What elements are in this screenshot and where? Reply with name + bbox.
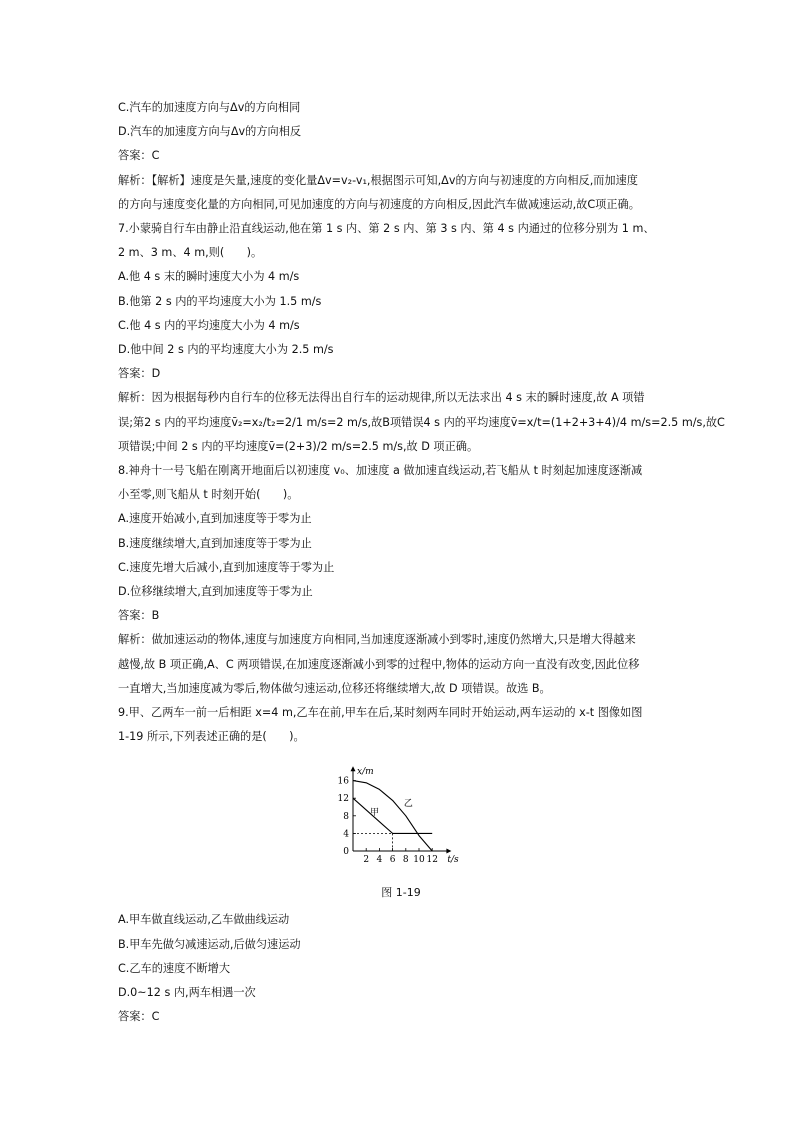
q9-option-b: B.甲车先做匀减速运动,后做匀速运动 bbox=[118, 937, 301, 951]
q6-analysis-line-1: 解析：【解析】速度是矢量,速度的变化量Δv=v₂-v₁,根据图示可知,Δv的方向与初速度的方向相反,而加速度 bbox=[118, 173, 638, 187]
q7-stem-line-1: 7.小蒙骑自行车由静止沿直线运动,他在第 1 s 内、第 2 s 内、第 3 s 内、第 4 s 内通过的位移分别为 1 m、 bbox=[118, 222, 655, 236]
series-label-yi: 乙 bbox=[403, 799, 413, 810]
q6-analysis-line-2: 的方向与速度变化量的方向相同,可见加速度的方向与初速度的方向相反,因此汽车做减速运动,故C项正确。 bbox=[118, 197, 640, 211]
q8-stem-line-1: 8.神舟十一号飞船在刚离开地面后以初速度 v₀、加速度 a 做加速直线运动,若飞船从 t 时刻起加速度逐渐减 bbox=[118, 464, 643, 478]
y-tick-label: 0 bbox=[343, 847, 349, 858]
q7-analysis-line-3: 项错误;中间 2 s 内的平均速度v̄=(2+3)/2 m/s=2.5 m/s,故 D 项正确。 bbox=[118, 439, 479, 453]
x-axis-label: t/s bbox=[447, 855, 459, 866]
q9-answer: 答案：C bbox=[118, 1010, 160, 1024]
q8-option-b: B.速度继续增大,直到加速度等于零为止 bbox=[118, 536, 312, 550]
series-line-jia bbox=[353, 799, 432, 834]
x-tick-label: 4 bbox=[376, 855, 383, 866]
x-tick-label: 6 bbox=[389, 855, 396, 866]
q9-option-a: A.甲车做直线运动,乙车做曲线运动 bbox=[118, 913, 290, 927]
q6-option-d: D.汽车的加速度方向与Δv的方向相反 bbox=[118, 125, 302, 139]
q8-option-d: D.位移继续增大,直到加速度等于零为止 bbox=[118, 585, 313, 599]
y-axis-label: x/m bbox=[357, 767, 374, 778]
q7-stem-line-2: 2 m、3 m、4 m,则( )。 bbox=[118, 246, 263, 260]
q8-option-c: C.速度先增大后减小,直到加速度等于零为止 bbox=[118, 560, 335, 574]
series-label-jia: 甲 bbox=[370, 808, 380, 819]
q7-answer: 答案：D bbox=[118, 367, 161, 381]
q7-option-a: A.他 4 s 末的瞬时速度大小为 4 m/s bbox=[118, 270, 300, 284]
q9-stem-line-2: 1-19 所示,下列表述正确的是( )。 bbox=[118, 730, 305, 744]
x-axis-arrow bbox=[446, 849, 451, 854]
x-tick-label: 2 bbox=[363, 855, 370, 866]
q9-stem-line-1: 9.甲、乙两车一前一后相距 x=4 m,乙车在前,甲车在后,某时刻两车同时开始运动,两车运动的 x-t 图像如图 bbox=[118, 706, 643, 720]
y-tick-label: 12 bbox=[337, 794, 349, 805]
q7-option-b: B.他第 2 s 内的平均速度大小为 1.5 m/s bbox=[118, 294, 322, 308]
y-tick-label: 16 bbox=[337, 777, 349, 788]
x-tick-label: 8 bbox=[402, 855, 409, 866]
q8-analysis-line-3: 一直增大,当加速度减为零后,物体做匀速运动,位移还将继续增大,故 D 项错误。故选 B。 bbox=[118, 681, 551, 695]
q8-analysis-line-1: 解析：做加速运动的物体,速度与加速度方向相同,当加速度逐渐减小到零时,速度仍然增大,只是增大得越来 bbox=[118, 633, 636, 647]
q9-option-c: C.乙车的速度不断增大 bbox=[118, 961, 231, 975]
figure-1-19 bbox=[118, 749, 684, 884]
q7-option-c: C.他 4 s 内的平均速度大小为 4 m/s bbox=[118, 318, 300, 332]
y-axis-arrow bbox=[351, 767, 356, 772]
q8-answer: 答案：B bbox=[118, 609, 160, 623]
page-content bbox=[118, 96, 725, 1030]
q9-option-d: D.0~12 s 内,两车相遇一次 bbox=[118, 986, 256, 1000]
q8-stem-line-2: 小至零,则飞船从 t 时刻开始( )。 bbox=[118, 488, 299, 502]
series-line-yi bbox=[353, 781, 432, 851]
q8-option-a: A.速度开始减小,直到加速度等于零为止 bbox=[118, 512, 312, 526]
y-tick-label: 8 bbox=[343, 812, 349, 823]
x-tick-label: 12 bbox=[426, 855, 438, 866]
q8-analysis-line-2: 越慢,故 B 项正确,A、C 两项错误,在加速度逐渐减小到零的过程中,物体的运动方向一直没有改变,因此位移 bbox=[118, 657, 640, 671]
q7-analysis-line-2: 误;第2 s 内的平均速度v̄₂=x₂/t₂=2/1 m/s=2 m/s,故B项错误4 s 内的平均速度v̄=x/t=(1+2+3+4)/4 m/s=2.5 m/s,故C bbox=[118, 415, 725, 429]
q7-analysis-line-1: 解析：因为根据每秒内自行车的位移无法得出自行车的运动规律,所以无法求出 4 s 末的瞬时速度,故 A 项错 bbox=[118, 391, 645, 405]
q7-option-d: D.他中间 2 s 内的平均速度大小为 2.5 m/s bbox=[118, 343, 334, 357]
q6-option-c: C.汽车的加速度方向与Δv的方向相同 bbox=[118, 101, 301, 114]
x-tick-label: 10 bbox=[413, 855, 425, 866]
xt-chart bbox=[333, 751, 483, 879]
y-tick-label: 4 bbox=[343, 829, 349, 840]
q6-answer: 答案：C bbox=[118, 149, 160, 163]
figure-caption: 图 1-19 bbox=[381, 886, 421, 900]
